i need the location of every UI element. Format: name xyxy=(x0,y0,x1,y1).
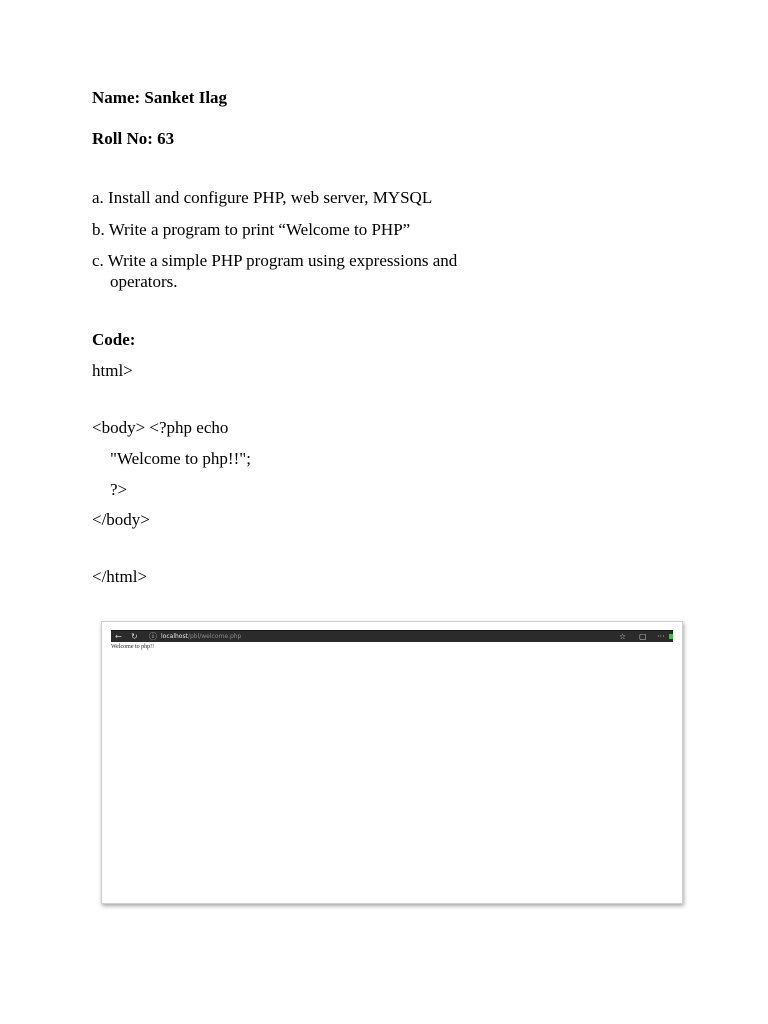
code-line: html> xyxy=(92,361,133,380)
back-arrow-icon: ← xyxy=(115,632,122,641)
page-output: Welcome to php!! xyxy=(111,644,155,650)
browser-toolbar xyxy=(111,630,673,642)
task-a: a. Install and configure PHP, web server, MYSQL xyxy=(92,188,433,207)
task-c-line-2: operators. xyxy=(110,272,178,291)
status-indicator xyxy=(669,634,673,639)
code-heading: Code: xyxy=(92,330,136,349)
task-c-line-1: c. Write a simple PHP program using expressions and xyxy=(92,251,458,270)
star-icon: ☆ xyxy=(619,632,627,641)
browser-screenshot xyxy=(101,621,683,904)
url-host: localhost xyxy=(161,633,188,640)
code-line: <body> <?php echo xyxy=(92,418,229,437)
code-line: "Welcome to php!!"; xyxy=(110,449,251,468)
code-line: </html> xyxy=(92,567,148,586)
roll-number: Roll No: 63 xyxy=(92,129,175,148)
info-icon: ⓘ xyxy=(149,632,157,641)
extension-icon: ▢ xyxy=(639,632,647,641)
more-menu-icon: ··· xyxy=(657,632,665,641)
code-line: ?> xyxy=(110,480,128,499)
task-b: b. Write a program to print “Welcome to PHP” xyxy=(92,220,411,239)
address-bar xyxy=(161,631,241,642)
student-name: Name: Sanket Ilag xyxy=(92,88,228,107)
code-line: </body> xyxy=(92,510,150,529)
reload-icon: ↻ xyxy=(131,632,138,641)
url-path: /pbl/welcome.php xyxy=(187,633,242,640)
